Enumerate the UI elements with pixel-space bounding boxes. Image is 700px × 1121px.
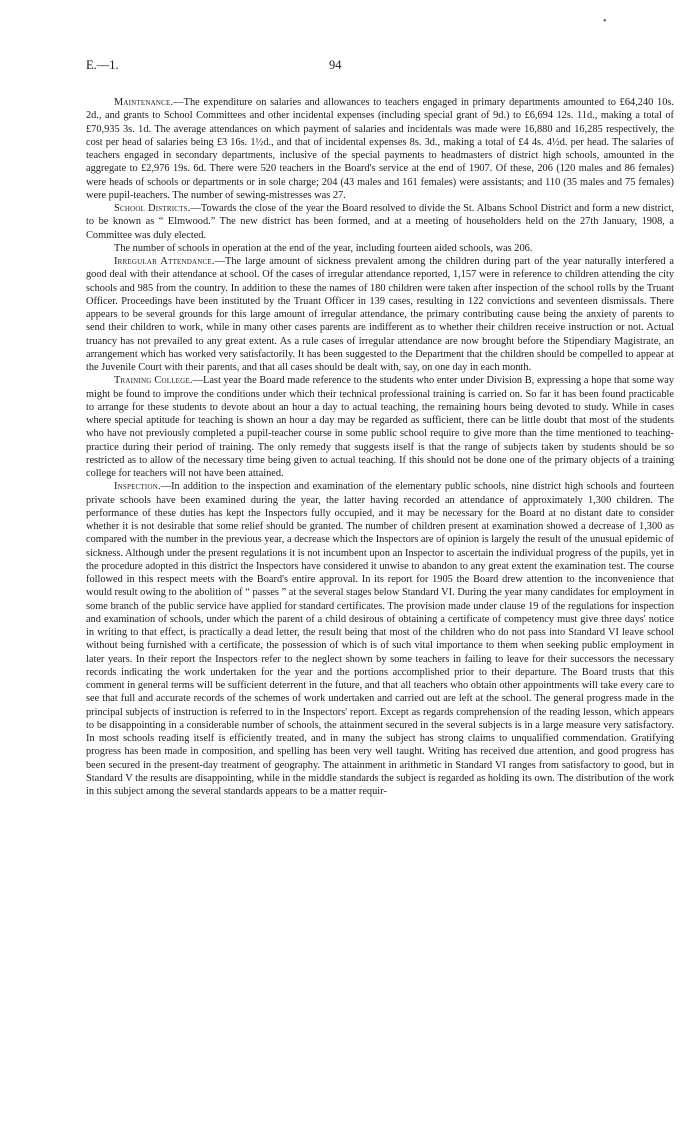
paragraph-text: —The expenditure on salaries and allowances to teachers engaged in primary departments amounted to £64,240 10s. 2d., and grants to School Committees and other incidental expenses (including special grant of 9d.) to £6,694 12s. 11d., making a total of £70,935 3s. 1d. The average attendances on which payment of salaries and incidentals was made were 16,880 and 16,285 respectively, the cost per head of salaries being £3 16s. 1½d., and that of incidental expenses 8s. 3d., making a total of £4 4s. 4½d. per head. The salaries of teachers engaged in secondary departments, inclusive of the special payments to headmasters of district high schools, amounted in the aggregate to £2,976 19s. 6d. There were 520 teachers in the Board's service at the end of 1907. Of these, 206 (120 males and 86 females) were heads of schools or departments or in sole charge; 204 (43 males and 161 females) were assistants; and 110 (35 males and 75 females) were pupil-teachers. The number of sewing-mistresses was 27. — [86, 97, 674, 201]
paragraph-text: —The large amount of sickness prevalent among the children during part of the year naturally interfered a good deal with their attendance at school. Of the cases of irregular attendance reported, 1,157 were in reference to children attending the city schools and 985 from the country. In addition to these the names of 180 children were taken after inspection of the school rolls by the Truant Officer. Proceedings have been instituted by the Truant Officer in 139 cases, resulting in 122 convictions and seventeen dismissals. There appears to be several grounds for this large amount of irregular attendance, the primary contributing cause being the anxiety of parents to send their children to work, while in many other cases parents are indifferent as to whether their children receive instruction or not. Actual truancy has not prevailed to any great extent. As a rule cases of irregular attendance are now brought before the Stipendiary Magistrate, an arrangement which has worked very satisfactorily. It has been suggested to the Department that the children should be compelled to appear at the Juvenile Court with their parents, and that all cases should be dealt with, say, on one day in each month. — [86, 256, 674, 373]
report-reference: E.—1. — [86, 58, 119, 72]
page-header — [86, 58, 606, 76]
report-body — [86, 96, 674, 798]
section-heading-maintenance: Maintenance. — [114, 97, 174, 108]
speck-mark: • — [603, 16, 607, 27]
paragraph-school-districts — [86, 202, 674, 242]
paragraph-irregular-attendance — [86, 255, 674, 374]
paragraph-maintenance — [86, 96, 674, 202]
paragraph-text: The number of schools in operation at the end of the year, including fourteen aided schools, was 206. — [114, 242, 533, 254]
section-heading-inspection: Inspection. — [114, 481, 161, 493]
page-number: 94 — [329, 58, 342, 72]
paragraph-text: —In addition to the inspection and examination of the elementary public schools, nine district high schools and fourteen private schools have been examined during the year, the latter having recorded an attendance of approximately 1,300 children. The performance of these duties has kept the Inspectors fully occupied, and it may be necessary for the Board at no distant date to consider whether it is not desirable that some relief should be granted. The number of children present at examination showed a decrease of 1,300 as compared with the number in the previous year, a decrease which the Inspectors are of opinion is largely the result of the unusual epidemic of sickness. Although under the present regulations it is not incumbent upon an Inspector to ascertain the individual progress of the pupils, yet in the procedure adopted in this district the Inspectors have considered it unwise to abandon to any great extent the examination test. The course followed in this respect meets with the Board's entire approval. In its report for 1905 the Board drew attention to the inconvenience that would result owing to the abolition of “ passes ” at the several stages below Standard VI. During the year many candidates for employment in some branch of the public service have applied for standard certificates. The provision made under clause 19 of the regulations for inspection and examination of schools, under which the parent of a child desirous of obtaining a certificate of competency must give three days' notice in writing to that effect, is practically a dead letter, the result being that most of the children who do not pass into Standard VI leave school without being furnished with a certificate, the possession of which is of such vital importance to them when seeking public employment in later years. In their report the Inspectors refer to the neglect shown by some teachers in failing to leave for their successors the necessary records indicating the work undertaken for the year and the portions accomplished prior to their departure. The Board trusts that this comment in general terms will be sufficient deterrent in the future, and that all teachers who obtain other appointments will take every care to see that full and accurate records of the schemes of work undertaken and carried out are left at the school. The general progress made in the principal subjects of instruction is referred to in the Inspectors' report. Except as regards comprehension of the reading lesson, which appears to be disappointing in a considerable number of schools, the attainment secured in the several subjects is in a large measure very satisfactory. In most schools reading itself is efficiently treated, and in many the subject has strong claims to unqualified commendation. Gratifying progress has been made in composition, and spelling has been very well taught. Writing has received due attention, and good progress has been secured in the present-day treatment of geography. The attainment in arithmetic in Standard VI ranges from satisfactory to good, but in Standard V the results are disappointing, while in the middle standards the subject is regarded as holding its own. The distribution of the work in this subject among the several standards appears to be a matter requir- — [86, 481, 674, 797]
paragraph-text: —Last year the Board made reference to the students who enter under Division B, expressing a hope that some way might be found to improve the conditions under which their technical professional training is carried on. So far it has been found practicable to arrange for these students to devote about an hour a day to actual teaching, the remaining hours being devoted to study. While in cases where special aptitude for teaching is shown an hour a day may be regarded as sufficient, there can be little doubt that most of the students who have not previously completed a pupil-teacher course in some public school require to give more than the time mentioned to teaching-practice during their period of training. The only remedy that suggests itself is that the range of subjects taken by students should be so restricted as to allow of the necessary time being given to actual teaching. If this should not be done one of the primary objects of a training college for teachers will not have been attained. — [86, 375, 674, 479]
paragraph-text: —Towards the close of the year the Board resolved to divide the St. Albans School District and form a new district, to be known as “ Elmwood.” The new district has been formed, and at a meeting of householders held on the 27th January, 1908, a Committee was duly elected. — [86, 203, 674, 241]
paragraph-number-of-schools — [86, 242, 674, 255]
section-heading-irregular-attendance: Irregular Attendance. — [114, 256, 215, 267]
paragraph-training-college — [86, 374, 674, 480]
paragraph-inspection — [86, 480, 674, 798]
section-heading-training-college: Training College. — [114, 375, 193, 387]
section-heading-school-districts: School Districts. — [114, 203, 191, 214]
